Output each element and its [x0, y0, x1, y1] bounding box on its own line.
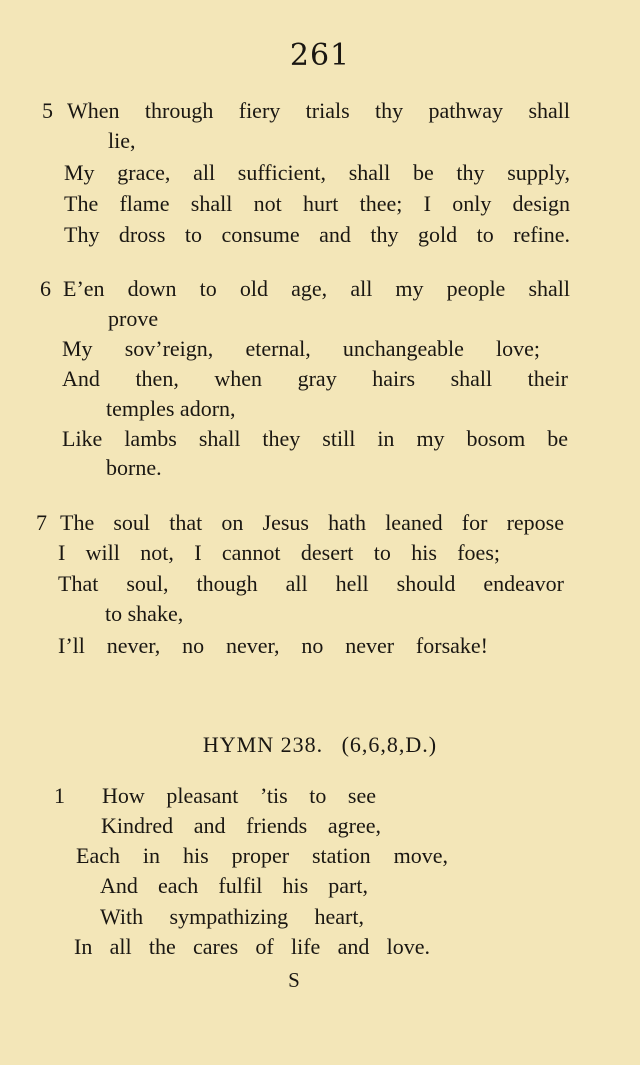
page-number: 261	[289, 38, 351, 73]
verse-number: 1	[54, 783, 65, 808]
verse-line: Like lambs shall they still in my bosom be	[62, 426, 568, 451]
verse-line: The flame shall not hurt thee; I only design	[64, 191, 570, 216]
hymn-heading	[0, 730, 640, 760]
verse-number: 7	[36, 510, 47, 535]
verse-line: When through fiery trials thy pathway shall	[67, 98, 570, 123]
hymn-meter: (6,6,8,D.)	[341, 732, 438, 757]
verse-line: borne.	[106, 455, 162, 480]
verse-line: Each in his proper station move,	[76, 843, 448, 868]
verse-line: I will not, I cannot desert to his foes;	[58, 540, 500, 565]
verse-line: My sov’reign, eternal, unchangeable love;	[62, 336, 540, 361]
signature-mark: S	[288, 968, 300, 992]
verse-line: With sympathizing heart,	[100, 904, 364, 929]
verse-line: That soul, though all hell should endeavor	[58, 571, 564, 596]
verse-line: And each fulfil his part,	[100, 873, 368, 898]
verse-line: Thy dross to consume and thy gold to refine.	[64, 222, 570, 247]
verse-line: I’ll never, no never, no never forsake!	[58, 633, 488, 658]
verse-number: 6	[40, 276, 51, 301]
verse-line: to shake,	[105, 601, 184, 626]
verse-line: E’en down to old age, all my people shall	[63, 276, 570, 301]
verse-line: My grace, all sufficient, shall be thy supply,	[64, 160, 570, 185]
verse-line: Kindred and friends agree,	[101, 813, 381, 838]
verse-line: How pleasant ’tis to see	[102, 783, 376, 808]
verse-line: The soul that on Jesus hath leaned for repose	[60, 510, 564, 535]
verse-line: prove	[108, 306, 159, 331]
verse-number: 5	[42, 98, 53, 123]
verse-line: In all the cares of life and love.	[74, 934, 430, 959]
hymn-title: HYMN 238.	[202, 732, 324, 757]
verse-line: And then, when gray hairs shall their	[62, 366, 568, 391]
verse-line: temples adorn,	[106, 396, 236, 421]
verse-line: lie,	[108, 128, 136, 153]
